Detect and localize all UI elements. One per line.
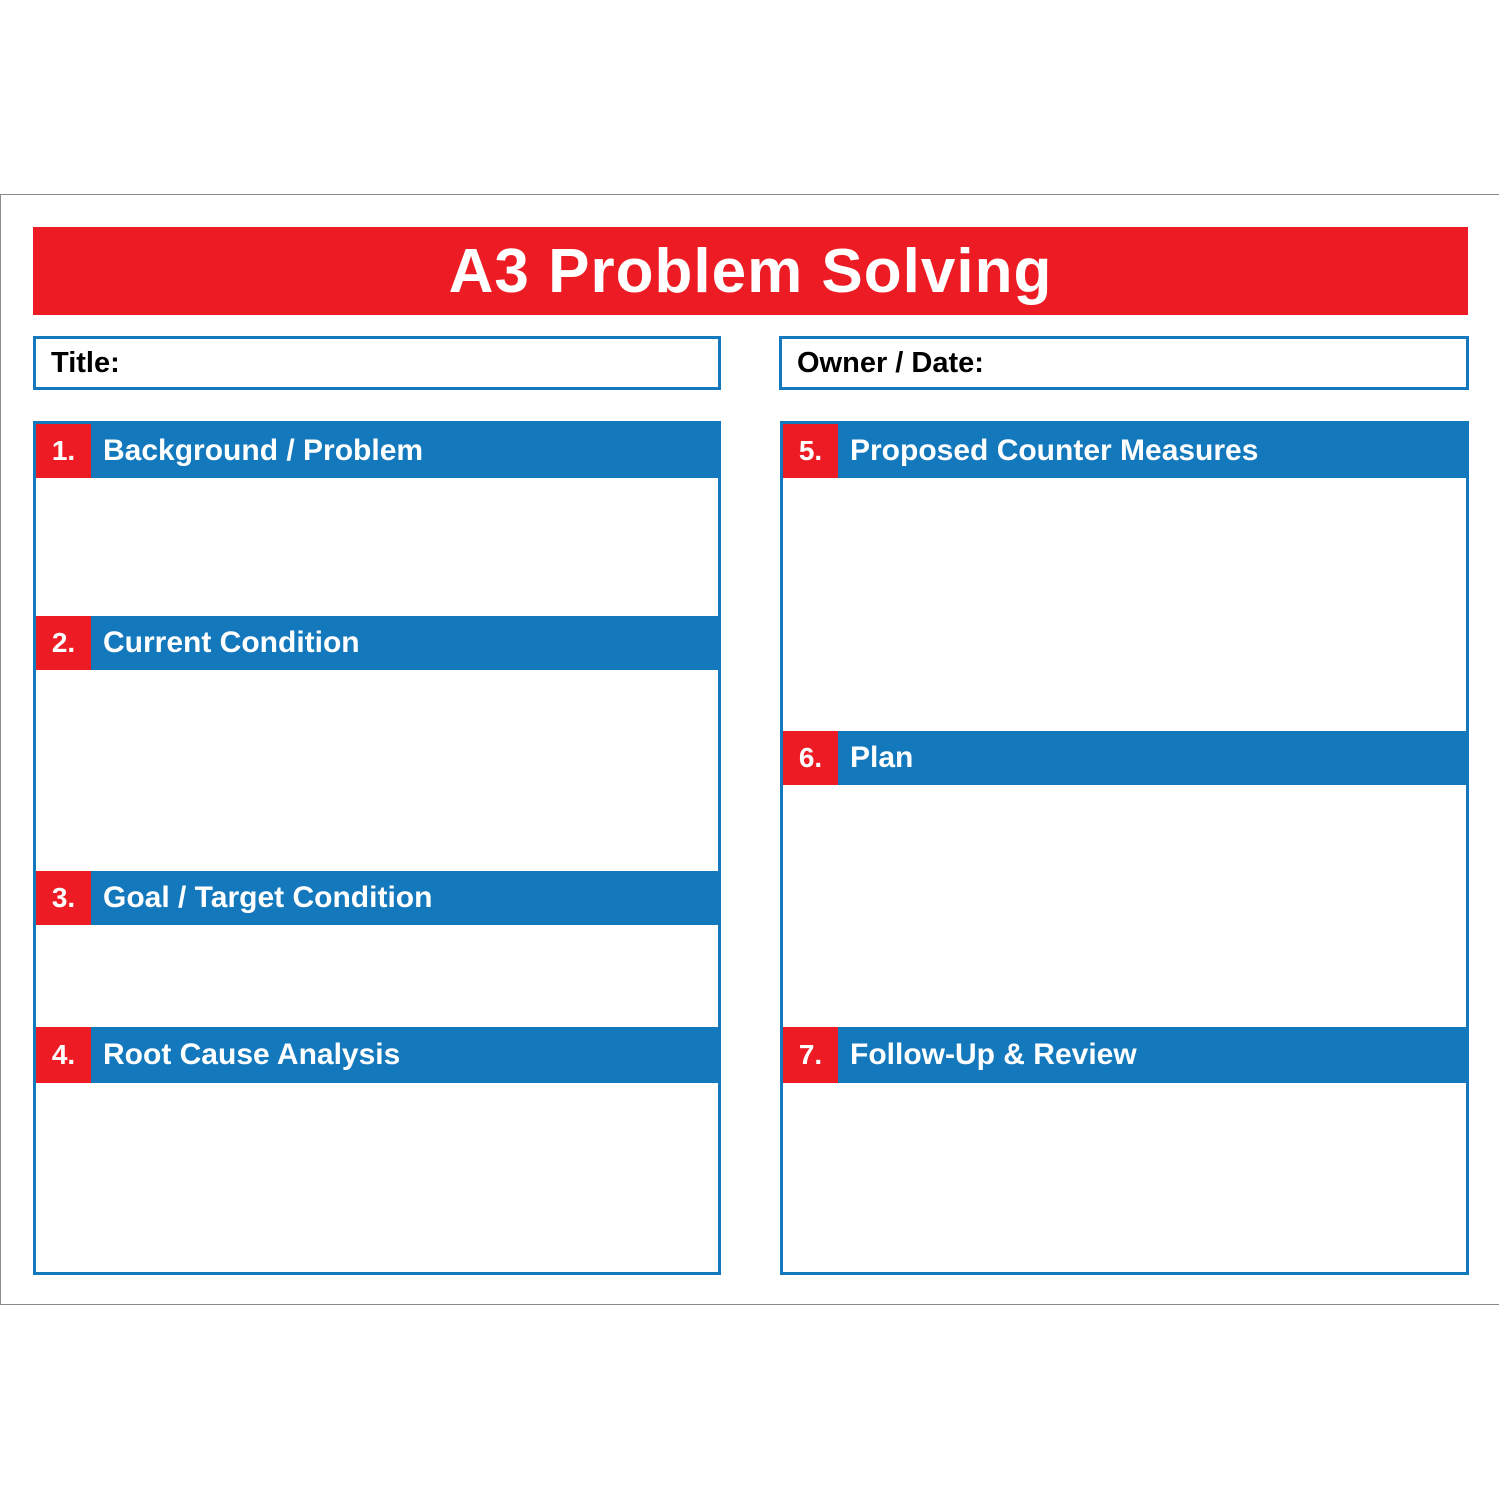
section-body-proposed-counter-measures[interactable] — [783, 478, 1466, 731]
owner-date-field[interactable] — [779, 336, 1469, 390]
section-title: Plan — [850, 741, 914, 774]
section-title: Goal / Target Condition — [103, 881, 433, 914]
section-title: Current Condition — [103, 626, 360, 659]
section-body-follow-up-review[interactable] — [783, 1083, 1466, 1272]
section-title: Follow-Up & Review — [850, 1038, 1137, 1071]
section-header-proposed-counter-measures — [783, 424, 1466, 478]
section-header-root-cause-analysis — [36, 1027, 718, 1083]
title-field-label: Title: — [51, 346, 120, 379]
banner-title: A3 Problem Solving — [448, 236, 1053, 306]
title-field[interactable] — [33, 336, 721, 390]
section-header-goal-target-condition — [36, 871, 718, 925]
section-header-follow-up-review — [783, 1027, 1466, 1083]
owner-date-field-label: Owner / Date: — [797, 346, 984, 379]
section-header-background-problem — [36, 424, 718, 478]
section-title: Proposed Counter Measures — [850, 434, 1259, 467]
section-body-goal-target-condition[interactable] — [36, 925, 718, 1027]
left-column — [33, 421, 721, 1275]
section-number-badge: 7. — [783, 1027, 838, 1083]
section-number-badge: 4. — [36, 1027, 91, 1083]
section-title: Background / Problem — [103, 434, 424, 467]
section-body-plan[interactable] — [783, 785, 1466, 1027]
section-number-badge: 6. — [783, 731, 838, 785]
right-column — [780, 421, 1469, 1275]
section-body-current-condition[interactable] — [36, 670, 718, 871]
section-number-badge: 2. — [36, 616, 91, 670]
section-title: Root Cause Analysis — [103, 1038, 401, 1071]
section-number-badge: 5. — [783, 424, 838, 478]
section-header-plan — [783, 731, 1466, 785]
title-banner — [33, 227, 1468, 315]
section-body-root-cause-analysis[interactable] — [36, 1083, 718, 1272]
section-header-current-condition — [36, 616, 718, 670]
section-body-background-problem[interactable] — [36, 478, 718, 616]
section-number-badge: 3. — [36, 871, 91, 925]
section-number-badge: 1. — [36, 424, 91, 478]
